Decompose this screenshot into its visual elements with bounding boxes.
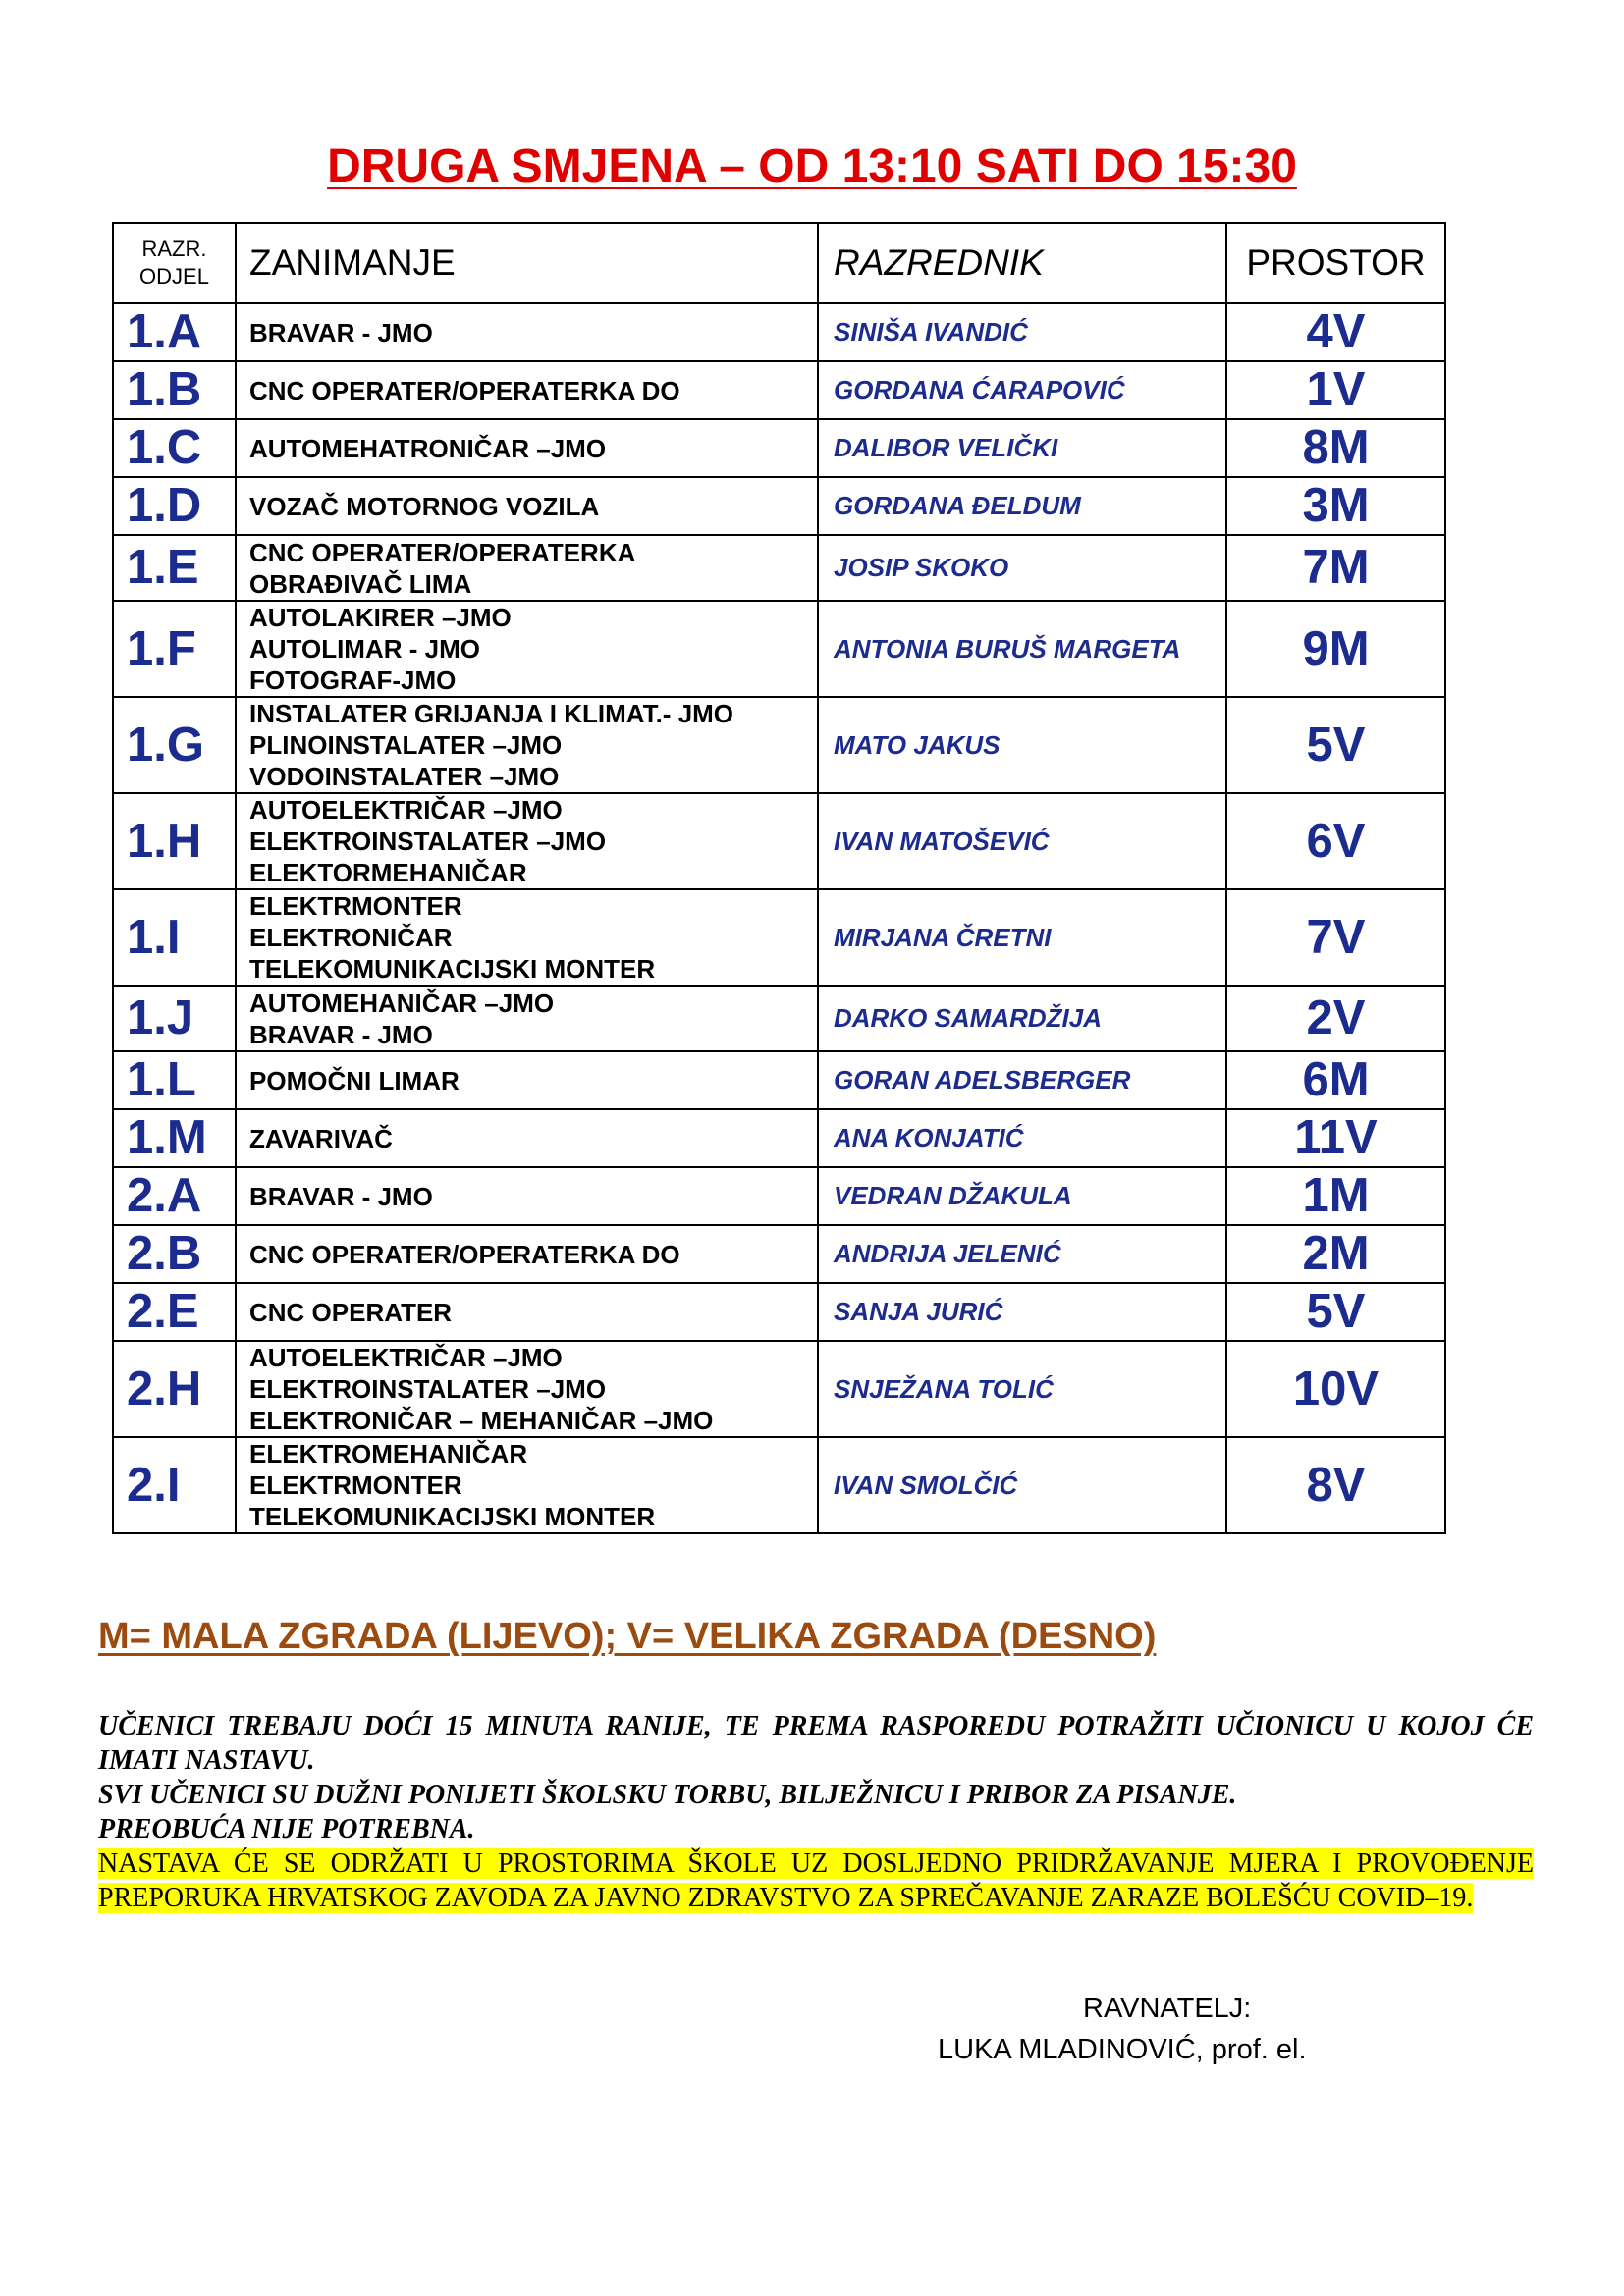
- page-title: DRUGA SMJENA – OD 13:10 SATI DO 15:30: [327, 140, 1297, 192]
- cell-razred: 1.C: [113, 419, 236, 477]
- zanimanje-line: ELEKTROINSTALATER –JMO: [249, 827, 607, 856]
- cell-razred: 2.I: [113, 1437, 236, 1533]
- zanimanje-line: ZAVARIVAČ: [249, 1123, 393, 1153]
- zanimanje-line: POMOČNI LIMAR: [249, 1065, 460, 1095]
- header-razred: [113, 223, 236, 303]
- zanimanje-line: ELEKTROMEHANIČAR: [249, 1439, 528, 1468]
- zanimanje-line: AUTOLAKIRER –JMO: [249, 603, 512, 632]
- cell-razred: 1.A: [113, 303, 236, 361]
- table-row: [113, 1109, 1445, 1167]
- cell-prostor: 7M: [1226, 535, 1445, 601]
- cell-razrednik: DALIBOR VELIČKI: [818, 419, 1226, 477]
- signature-block: [938, 1988, 1307, 2070]
- cell-razrednik: GORDANA ĐELDUM: [818, 477, 1226, 535]
- signature-title: RAVNATELJ:: [1083, 1993, 1252, 2024]
- zanimanje-line: VODOINSTALATER –JMO: [249, 762, 560, 791]
- cell-prostor: 5V: [1226, 697, 1445, 793]
- notice-arrival: UČENICI TREBAJU DOĆI 15 MINUTA RANIJE, TE PREMA RASPOREDU POTRAŽITI UČIONICU U KOJOJ ĆE IMATI NASTAVU.: [98, 1711, 1534, 1776]
- cell-razred: 1.G: [113, 697, 236, 793]
- cell-razrednik: ANDRIJA JELENIĆ: [818, 1225, 1226, 1283]
- cell-zanimanje: [236, 1167, 818, 1225]
- header-razrednik: RAZREDNIK: [818, 223, 1226, 303]
- cell-razrednik: SINIŠA IVANDIĆ: [818, 303, 1226, 361]
- zanimanje-line: AUTOLIMAR - JMO: [249, 634, 480, 664]
- header-razred-line1: RAZR.: [141, 237, 207, 261]
- cell-zanimanje: [236, 1225, 818, 1283]
- cell-zanimanje: [236, 1283, 818, 1341]
- zanimanje-line: OBRAĐIVAČ LIMA: [249, 568, 472, 599]
- cell-razrednik: GORAN ADELSBERGER: [818, 1051, 1226, 1109]
- cell-razrednik: MIRJANA ČRETNI: [818, 889, 1226, 986]
- zanimanje-line: TELEKOMUNIKACIJSKI MONTER: [249, 1502, 656, 1531]
- cell-razrednik: IVAN SMOLČIĆ: [818, 1437, 1226, 1533]
- zanimanje-line: ELEKTRMONTER: [249, 891, 462, 921]
- cell-razrednik: SNJEŽANA TOLIĆ: [818, 1341, 1226, 1437]
- notice-covid-highlight: NASTAVA ĆE SE ODRŽATI U PROSTORIMA ŠKOLE UZ DOSLJEDNO PRIDRŽAVANJE MJERA I PROVOĐENJE PREPORUKA HRVATSKOG ZAVODA ZA JAVNO ZDRAVSTVO ZA SPREČAVANJE ZARAZE BOLEŠĆU COVID–19.: [98, 1848, 1534, 1913]
- table-row: [113, 697, 1445, 793]
- zanimanje-line: BRAVAR - JMO: [249, 317, 433, 347]
- table-row: [113, 1051, 1445, 1109]
- table-row: [113, 601, 1445, 697]
- building-legend: M= MALA ZGRADA (LIJEVO); V= VELIKA ZGRADA (DESNO): [98, 1616, 1157, 1657]
- cell-razred: 1.J: [113, 986, 236, 1051]
- cell-razred: 2.A: [113, 1167, 236, 1225]
- zanimanje-line: BRAVAR - JMO: [249, 1019, 433, 1049]
- cell-zanimanje: [236, 1051, 818, 1109]
- zanimanje-line: ELEKTORMEHANIČAR: [249, 858, 527, 887]
- table-row: [113, 419, 1445, 477]
- table-row: [113, 986, 1445, 1051]
- table-row: [113, 793, 1445, 889]
- cell-zanimanje: [236, 986, 818, 1051]
- table-row: [113, 361, 1445, 419]
- table-header-row: [113, 223, 1445, 303]
- header-prostor: PROSTOR: [1226, 223, 1445, 303]
- zanimanje-line: PLINOINSTALATER –JMO: [249, 730, 563, 760]
- cell-zanimanje: [236, 419, 818, 477]
- cell-zanimanje: [236, 535, 818, 601]
- cell-razrednik: ANTONIA BURUŠ MARGETA: [818, 601, 1226, 697]
- cell-razrednik: SANJA JURIĆ: [818, 1283, 1226, 1341]
- zanimanje-line: CNC OPERATER: [249, 1297, 453, 1327]
- zanimanje-line: ELEKTRMONTER: [249, 1470, 462, 1500]
- cell-razred: 1.B: [113, 361, 236, 419]
- cell-razrednik: JOSIP SKOKO: [818, 535, 1226, 601]
- notice-covid: [98, 1846, 1534, 1915]
- cell-razrednik: GORDANA ĆARAPOVIĆ: [818, 361, 1226, 419]
- cell-prostor: 8V: [1226, 1437, 1445, 1533]
- table-row: [113, 889, 1445, 986]
- cell-razrednik: IVAN MATOŠEVIĆ: [818, 793, 1226, 889]
- zanimanje-line: ELEKTRONIČAR: [249, 923, 453, 952]
- cell-razred: 1.H: [113, 793, 236, 889]
- zanimanje-line: FOTOGRAF-JMO: [249, 666, 457, 695]
- table-row: [113, 1225, 1445, 1283]
- cell-zanimanje: [236, 303, 818, 361]
- cell-razrednik: VEDRAN DŽAKULA: [818, 1167, 1226, 1225]
- cell-prostor: 3M: [1226, 477, 1445, 535]
- zanimanje-line: INSTALATER GRIJANJA I KLIMAT.- JMO: [249, 699, 734, 728]
- cell-prostor: 1M: [1226, 1167, 1445, 1225]
- table-row: [113, 535, 1445, 601]
- notice-supplies: SVI UČENICI SU DUŽNI PONIJETI ŠKOLSKU TORBU, BILJEŽNICU I PRIBOR ZA PISANJE.: [98, 1780, 1237, 1810]
- zanimanje-line: CNC OPERATER/OPERATERKA DO: [249, 375, 680, 405]
- zanimanje-line: VOZAČ MOTORNOG VOZILA: [249, 491, 600, 521]
- cell-zanimanje: [236, 889, 818, 986]
- notice-text: [98, 1709, 1534, 1915]
- cell-zanimanje: [236, 361, 818, 419]
- cell-prostor: 6M: [1226, 1051, 1445, 1109]
- cell-razred: 1.L: [113, 1051, 236, 1109]
- cell-razred: 2.B: [113, 1225, 236, 1283]
- zanimanje-line: CNC OPERATER/OPERATERKA: [249, 537, 636, 567]
- cell-zanimanje: [236, 793, 818, 889]
- zanimanje-line: AUTOMEHATRONIČAR –JMO: [249, 433, 607, 463]
- schedule-body: [113, 303, 1445, 1533]
- cell-prostor: 1V: [1226, 361, 1445, 419]
- cell-razred: 1.D: [113, 477, 236, 535]
- cell-zanimanje: [236, 601, 818, 697]
- cell-prostor: 8M: [1226, 419, 1445, 477]
- header-razred-line2: ODJEL: [139, 264, 209, 289]
- cell-razred: 1.M: [113, 1109, 236, 1167]
- cell-razred: 2.E: [113, 1283, 236, 1341]
- zanimanje-line: AUTOELEKTRIČAR –JMO: [249, 795, 563, 825]
- signature-name: LUKA MLADINOVIĆ, prof. el.: [938, 2034, 1307, 2065]
- table-row: [113, 1167, 1445, 1225]
- cell-prostor: 11V: [1226, 1109, 1445, 1167]
- cell-razrednik: ANA KONJATIĆ: [818, 1109, 1226, 1167]
- schedule-table: [112, 222, 1446, 1534]
- cell-zanimanje: [236, 1109, 818, 1167]
- zanimanje-line: CNC OPERATER/OPERATERKA DO: [249, 1239, 680, 1269]
- cell-prostor: 7V: [1226, 889, 1445, 986]
- cell-prostor: 2V: [1226, 986, 1445, 1051]
- zanimanje-line: ELEKTRONIČAR – MEHANIČAR –JMO: [249, 1406, 714, 1435]
- table-row: [113, 477, 1445, 535]
- cell-razred: 1.E: [113, 535, 236, 601]
- zanimanje-line: TELEKOMUNIKACIJSKI MONTER: [249, 954, 656, 984]
- cell-razred: 1.I: [113, 889, 236, 986]
- cell-prostor: 4V: [1226, 303, 1445, 361]
- zanimanje-line: AUTOMEHANIČAR –JMO: [249, 988, 555, 1018]
- header-zanimanje: ZANIMANJE: [236, 223, 818, 303]
- cell-prostor: 9M: [1226, 601, 1445, 697]
- cell-razrednik: DARKO SAMARDŽIJA: [818, 986, 1226, 1051]
- cell-zanimanje: [236, 697, 818, 793]
- cell-zanimanje: [236, 477, 818, 535]
- zanimanje-line: ELEKTROINSTALATER –JMO: [249, 1374, 607, 1404]
- table-row: [113, 1283, 1445, 1341]
- cell-zanimanje: [236, 1437, 818, 1533]
- table-row: [113, 303, 1445, 361]
- cell-prostor: 10V: [1226, 1341, 1445, 1437]
- notice-shoes: PREOBUĆA NIJE POTREBNA.: [98, 1814, 475, 1844]
- cell-zanimanje: [236, 1341, 818, 1437]
- cell-prostor: 6V: [1226, 793, 1445, 889]
- table-row: [113, 1341, 1445, 1437]
- cell-razred: 1.F: [113, 601, 236, 697]
- cell-razred: 2.H: [113, 1341, 236, 1437]
- cell-prostor: 5V: [1226, 1283, 1445, 1341]
- zanimanje-line: AUTOELEKTRIČAR –JMO: [249, 1343, 563, 1372]
- table-row: [113, 1437, 1445, 1533]
- cell-prostor: 2M: [1226, 1225, 1445, 1283]
- cell-razrednik: MATO JAKUS: [818, 697, 1226, 793]
- zanimanje-line: BRAVAR - JMO: [249, 1181, 433, 1211]
